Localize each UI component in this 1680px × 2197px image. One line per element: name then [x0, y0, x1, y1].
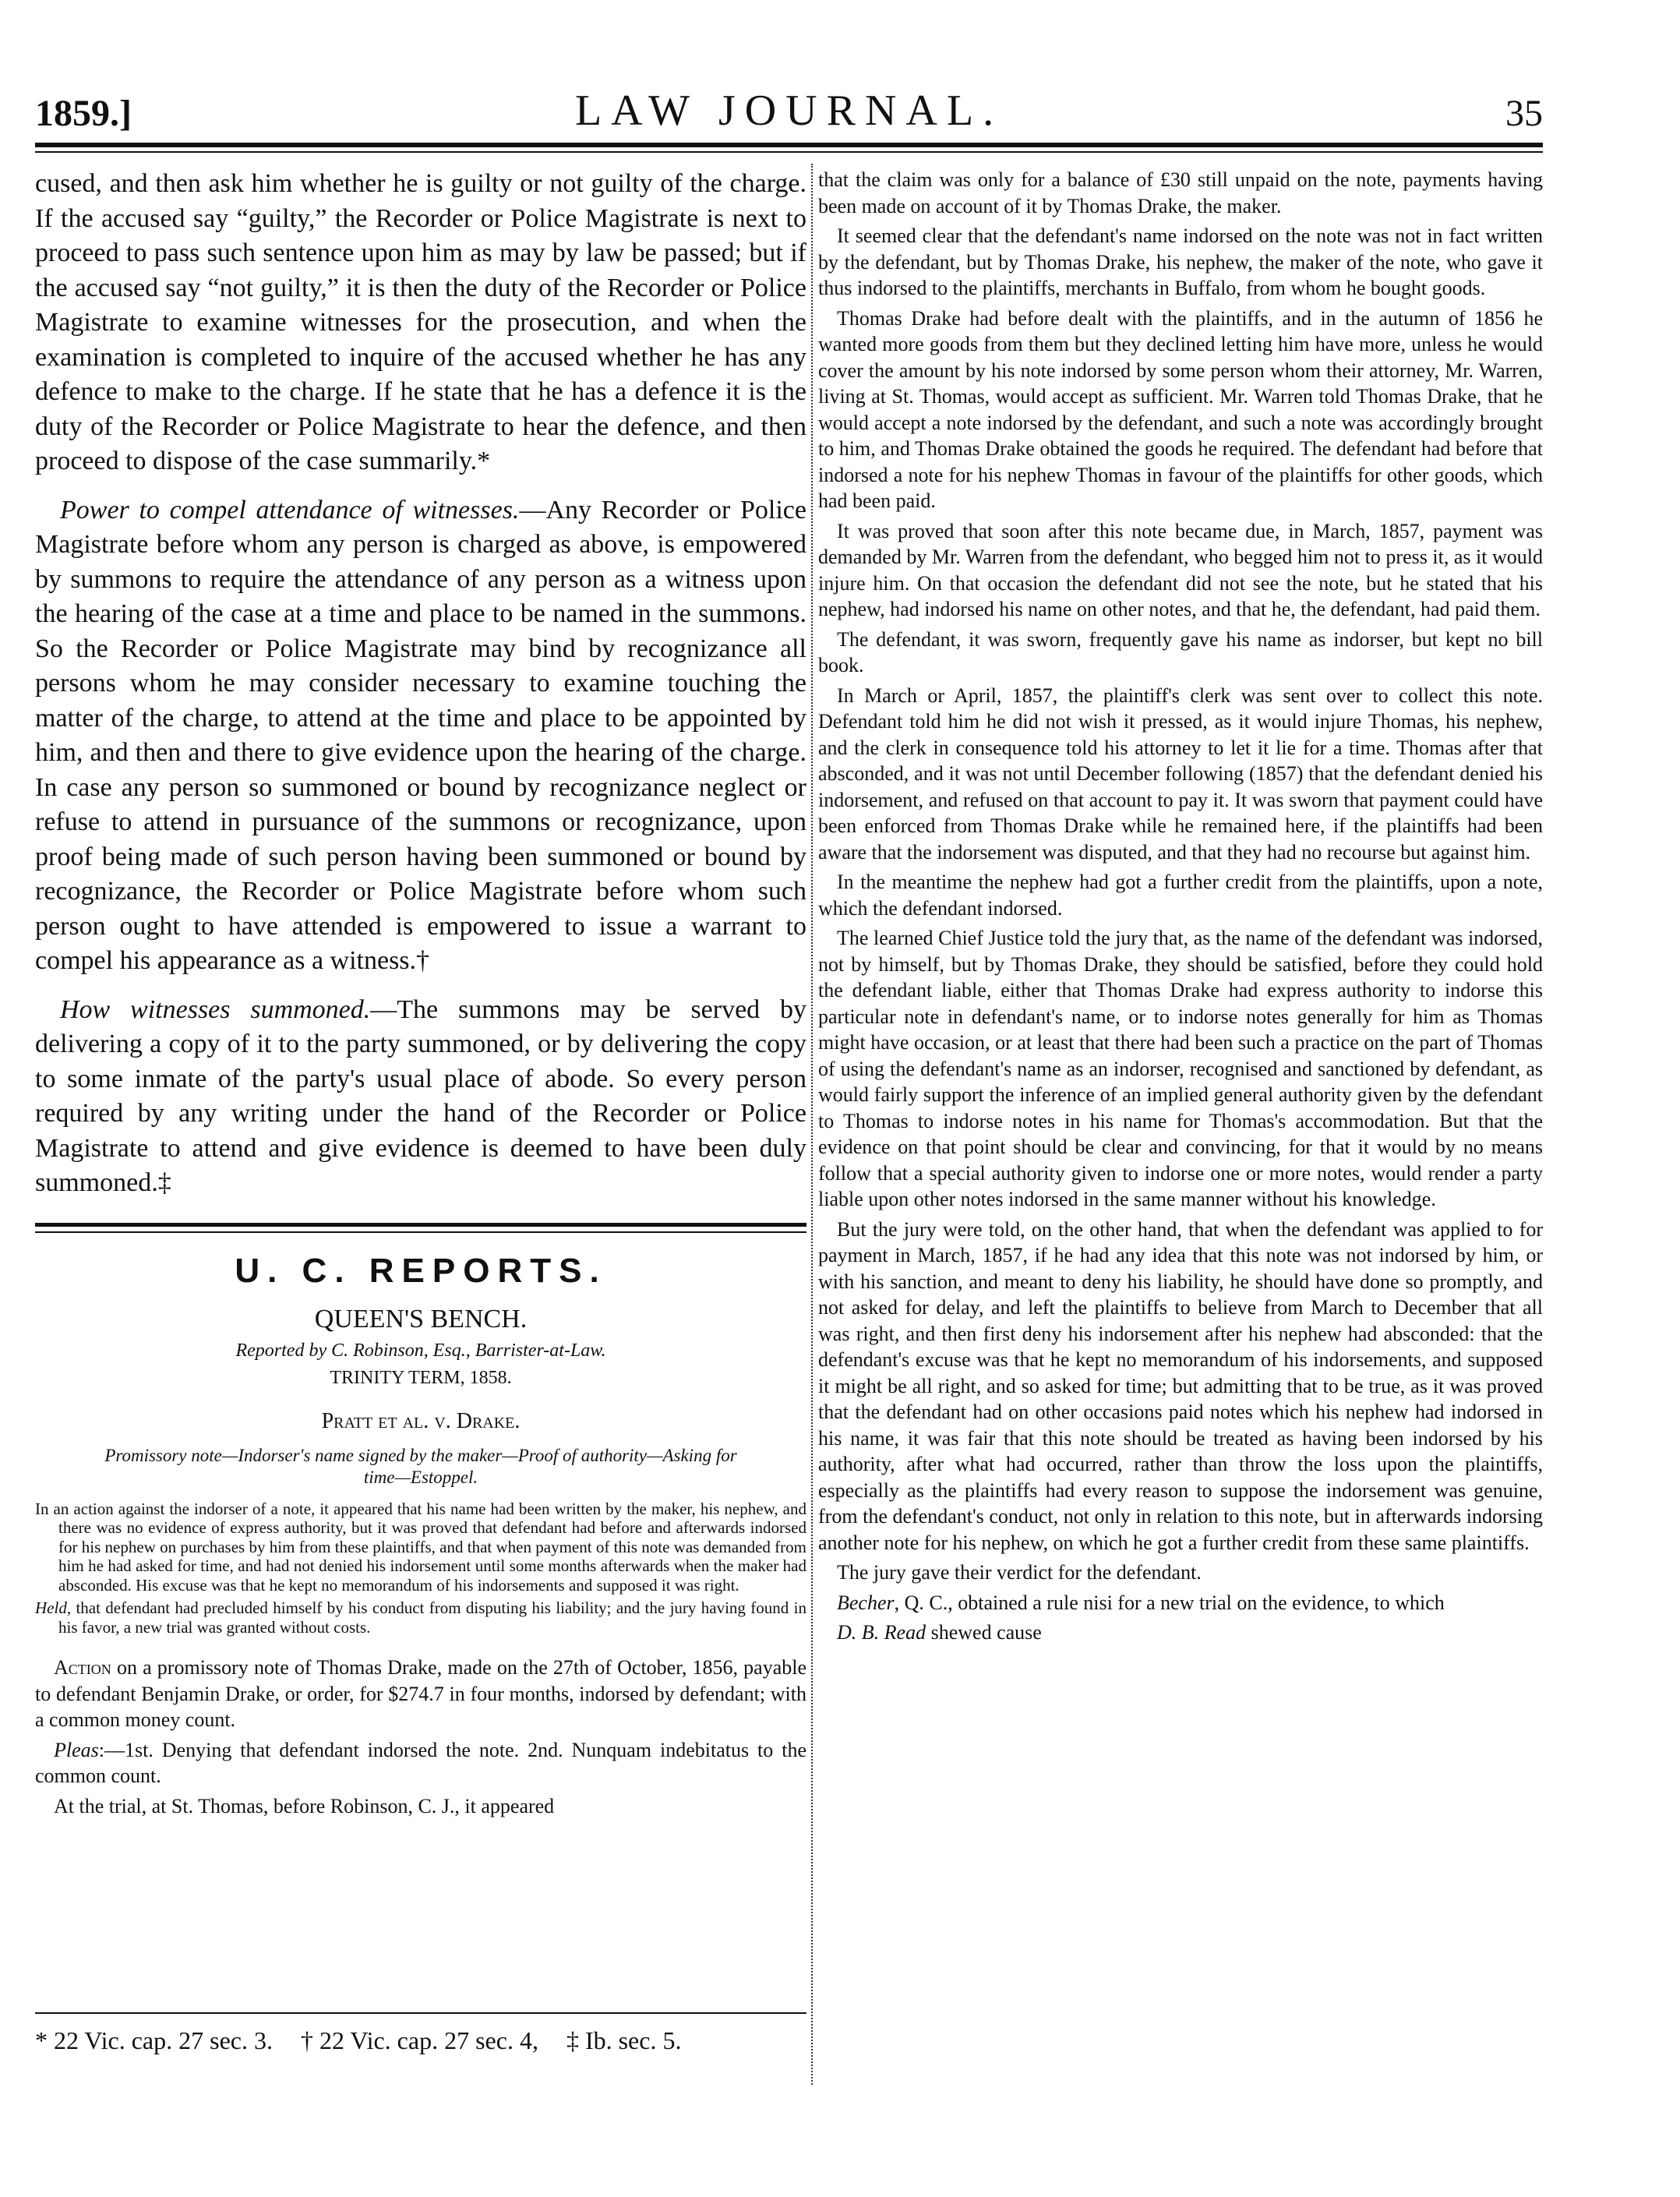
held-label: Held	[35, 1598, 67, 1617]
reporter-line: Reported by C. Robinson, Esq., Barrister-at-Law.	[235, 1340, 606, 1361]
counsel-becher: Becher	[837, 1591, 895, 1614]
footnotes	[35, 2026, 806, 2055]
case-syllabus: Promissory note—Indorser's name signed by the maker—Proof of authority—Asking for time—Estoppel.	[104, 1445, 737, 1487]
header-rule-thin	[35, 151, 1543, 153]
rule-nisi-text: , Q. C., obtained a rule nisi for a new trial on the evidence, to which	[894, 1591, 1445, 1614]
section-rule-thick	[35, 1223, 806, 1227]
journal-title: LAW JOURNAL.	[574, 87, 1004, 135]
trial-paragraph: At the trial, at St. Thomas, before Robinson, C. J., it appeared	[54, 1794, 555, 1817]
jury-told-paragraph: But the jury were told, on the other hand, that when the defendant was applied to for payment in March, 1857, if he had any idea that this note was not indorsed by him, or with his sanction, and meant to deny his liability, he should have done so promptly, and not asked for delay, and left the plaintiffs to believe from March to December that all was right, and then first deny his indorsement after his nephew had absconded: that the defendant's excuse was that he kept no memorandum of his indorsements, and supposed it might be all right, and so asked for time; but admitting that to be true, as it was proved that the defendant had on other occasions paid notes which his nephew had indorsed in his name, it was fair that this note should be treated as having been indorsed by his authority, after what had occurred, rather than throw the loss upon the plaintiffs, especially as the plaintiffs had every reason to suppose the indorsement was genuine, from the defendant's conduct, not only in relation to this note, but in afterwards indorsing another note for his nephew, on which he got a further credit from these same plaintiffs.	[818, 1217, 1543, 1554]
witness-summons-paragraph	[35, 993, 806, 1201]
term-line: TRINITY TERM, 1858.	[330, 1367, 512, 1388]
headnote-facts: In an action against the indorser of a note, it appeared that his name had been written by the maker, his nephew, and there was no evidence of express authority, but it was proved that defendant had before and afterwards indorsed for his nephew on purchases by him from these plaintiffs, and that when payment of this note was demanded from him he had asked for time, and had not denied his indorsement until some months afterwards when the maker had absconded. His excuse was that he kept no memorandum of his indorsements and supposed it was right.	[35, 1499, 806, 1595]
case-paragraph-4: It was proved that soon after this note became due, in March, 1857, payment was demanded by Mr. Warren from the defendant, who begged him not to press it, as it would injure him. On that occasion the defendant did not see the note, but he stated that his nephew, had indorsed his name on other notes, and that he, the defendant, had paid them.	[818, 519, 1543, 620]
continued-paragraph: cused, and then ask him whether he is guilty or not guilty of the charge. If the accused say “guilty,” the Recorder or Police Magistrate is next to proceed to pass such sentence upon him as may by law be passed; but if the accused say “not guilty,” it is then the duty of the Recorder or Police Magistrate to examine witnesses for the prosecution, and when the examination is completed to inquire of the accused whether he has any defence to make to the charge. If he state that he has a defence it is the duty of the Recorder or Police Magistrate to hear the defence, and then proceed to dispose of the case summarily.*	[35, 169, 806, 475]
pleas-paragraph	[35, 1737, 806, 1789]
action-paragraph	[35, 1655, 806, 1733]
shewed-cause-paragraph	[818, 1619, 1543, 1646]
case-paragraph-1: that the claim was only for a balance of £30 still unpaid on the note, payments having been made on account of it by Thomas Drake, the maker.	[818, 168, 1543, 217]
header-rule-thick	[35, 143, 1543, 147]
section-rule-thin	[35, 1231, 806, 1233]
case-title: Pratt et al. v. Drake.	[321, 1408, 521, 1433]
footnote-rule	[35, 2012, 806, 2014]
right-column	[818, 167, 1543, 1650]
case-paragraph-7: In the meantime the nephew had got a further credit from the plaintiffs, upon a note, which the defendant indorsed.	[818, 871, 1543, 920]
case-paragraph-5: The defendant, it was sworn, frequently gave his name as indorser, but kept no bill book.	[818, 627, 1543, 676]
verdict-paragraph: The jury gave their verdict for the defendant.	[837, 1561, 1202, 1584]
court-heading: QUEEN'S BENCH.	[314, 1304, 528, 1333]
page-number: 35	[1505, 93, 1543, 134]
rule-nisi-paragraph	[818, 1590, 1543, 1616]
section-heading-summons: How witnesses summoned.	[60, 994, 371, 1024]
footnote-1: * 22 Vic. cap. 27 sec. 3.	[35, 2026, 273, 2054]
counsel-read: D. B. Read	[837, 1621, 926, 1644]
pleas-text: :—1st. Denying that defendant indorsed the note. 2nd. Nunquam indebitatus to the common count.	[35, 1738, 806, 1787]
headnote-holding	[35, 1598, 806, 1637]
action-text: on a promissory note of Thomas Drake, made on the 27th of October, 1856, payable to defendant Benjamin Drake, or order, for $274.7 in four months, indorsed by defendant; with a common money count.	[35, 1656, 806, 1731]
left-column	[35, 167, 806, 1823]
reports-heading: U. C. REPORTS.	[235, 1251, 607, 1290]
jury-charge-paragraph: The learned Chief Justice told the jury that, as the name of the defendant was indorsed, not by himself, but by Thomas Drake, they should be satisfied, before they could hold the defendant liable, either that Thomas Drake had express authority to indorse this particular note in defendant's name, or to indorse notes generally for him as Thomas might have occasion, or at least that there had been such a practice on the part of Thomas of using the defendant's name as an indorser, recognised and sanctioned by defendant, as would fairly support the inference of an implied general authority given by the defendant to Thomas to indorse notes in his name for Thomas's accommodation. But that the evidence on that point should be clear and convincing, for that it would by no means follow that a special authority given to indorse one or more notes, would render a party liable upon other notes indorsed in the same manner without his knowledge.	[818, 927, 1543, 1210]
column-divider	[811, 164, 813, 2085]
section-heading-attendance: Power to compel attendance of witnesses.	[60, 495, 520, 525]
footnote-2: † 22 Vic. cap. 27 sec. 4,	[300, 2026, 538, 2054]
page-header	[35, 86, 1543, 140]
summons-text: —The summons may be served by delivering a copy of it to the party summoned, or by delivering the copy to some inmate of the party's usual place of abode. So every person required by any writing under the hand of the Recorder or Police Magistrate to attend and give evidence is deemed to have been duly summoned.‡	[35, 994, 807, 1197]
footnote-3: ‡ Ib. sec. 5.	[566, 2026, 682, 2054]
witness-attendance-paragraph	[35, 493, 806, 979]
pleas-label: Pleas	[54, 1738, 99, 1761]
case-paragraph-6: In March or April, 1857, the plaintiff's clerk was sent over to collect this note. Defendant told him he did not wish it pressed, as it would injure Thomas, his nephew, and the clerk in consequence told his attorney to let it lie for a time. Thomas after that absconded, and it was not until December following (1857) that the defendant denied his indorsement, and refused on that account to pay it. It was sworn that payment could have been enforced from Thomas Drake while he remained here, if the plaintiffs had been aware that the indorsement was disputed, and that they had no recourse but against him.	[818, 683, 1543, 864]
shewed-cause-text: shewed cause	[926, 1621, 1042, 1644]
case-paragraph-2: It seemed clear that the defendant's name indorsed on the note was not in fact written by the defendant, but by Thomas Drake, his nephew, the maker of the note, who gave it thus indorsed to the plaintiffs, merchants in Buffalo, from whom he bought goods.	[818, 224, 1543, 299]
attendance-text: —Any Recorder or Police Magistrate before whom any person is charged as above, is empowered by summons to require the attendance of any person as a witness upon the hearing of the case at a time and place to be named in the summons. So the Recorder or Police Magistrate may bind by recognizance all persons whom he may consider necessary to examine touching the matter of the charge, to attend at the time and place to be appointed by him, and then and there to give evidence upon the hearing of the charge. In case any person so summoned or bound by recognizance neglect or refuse to attend in pursuance of the summons or recognizance, upon proof being made of such person having been summoned or bound by recognizance, the Recorder or Police Magistrate before whom such person ought to have attended is empowered to issue a warrant to compel his appearance as a witness.†	[35, 495, 806, 975]
case-paragraph-3: Thomas Drake had before dealt with the plaintiffs, and in the autumn of 1856 he wanted more goods from them but they declined letting him have more, unless he would cover the amount by his note indorsed by some person whom their attorney, Mr. Warren, living at St. Thomas, would accept as sufficient. Mr. Warren told Thomas Drake, that he would accept a note indorsed by the defendant, and such a note was accordingly brought to him, and Thomas Drake obtained the goods he required. The defendant had before that indorsed a note for his nephew Thomas in favour of the plaintiffs for other goods, which had been paid.	[818, 306, 1543, 512]
held-text: , that defendant had precluded himself by his conduct from disputing his liability; and the jury having found in his favor, a new trial was granted without costs.	[58, 1598, 806, 1637]
action-word: Action	[54, 1656, 111, 1679]
header-year: 1859.]	[35, 93, 132, 134]
